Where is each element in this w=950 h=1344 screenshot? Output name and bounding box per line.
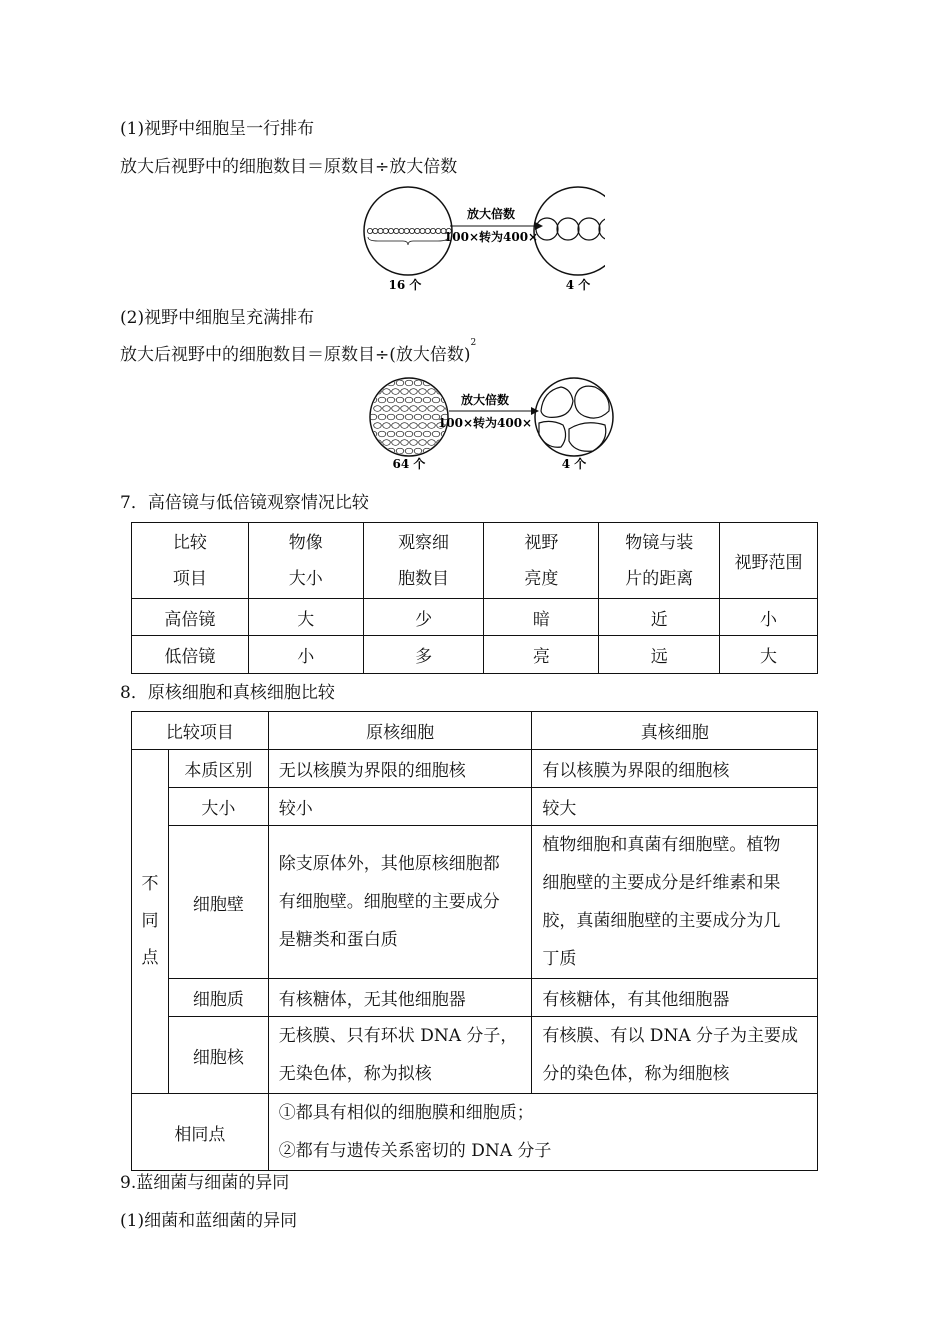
header-compare-item: 比较 项目 bbox=[132, 523, 249, 599]
section9-sub: (1)细菌和蓝细菌的异同 bbox=[120, 1211, 298, 1231]
small-cell bbox=[396, 397, 404, 403]
cell: 小 bbox=[720, 599, 818, 636]
small-cell bbox=[410, 423, 418, 429]
prokaryote-cell: 较小 bbox=[268, 788, 532, 826]
small-cell bbox=[446, 440, 454, 446]
small-cell bbox=[401, 440, 409, 446]
header-image-size: 物像 大小 bbox=[248, 523, 363, 599]
row-label: 本质区别 bbox=[168, 750, 268, 788]
table-row bbox=[132, 636, 818, 674]
small-cell bbox=[436, 228, 441, 233]
right-count: 4 个 bbox=[565, 278, 591, 292]
small-cell bbox=[399, 228, 404, 233]
small-cell bbox=[419, 423, 427, 429]
small-cell bbox=[369, 448, 377, 454]
small-cell bbox=[392, 389, 400, 395]
left-count: 16 个 bbox=[388, 278, 422, 292]
small-cell bbox=[378, 380, 386, 386]
small-cell bbox=[441, 448, 449, 454]
diff-label: 不 同 点 bbox=[132, 750, 169, 1094]
cell: 多 bbox=[363, 636, 484, 674]
cell-row bbox=[367, 228, 451, 233]
small-cell bbox=[396, 414, 404, 420]
brace bbox=[368, 237, 448, 245]
cell-type-compare-table bbox=[131, 711, 818, 1171]
small-cell bbox=[396, 448, 404, 454]
small-cell bbox=[396, 380, 404, 386]
small-cell bbox=[410, 406, 418, 412]
small-cell bbox=[401, 423, 409, 429]
section2-formula bbox=[120, 340, 476, 365]
row-label: 细胞质 bbox=[168, 979, 268, 1017]
header-brightness: 视野 亮度 bbox=[484, 523, 599, 599]
small-cell bbox=[378, 431, 386, 437]
big-cell bbox=[557, 218, 579, 240]
cell: 暗 bbox=[484, 599, 599, 636]
small-cell bbox=[425, 228, 430, 233]
cell: 远 bbox=[599, 636, 720, 674]
small-cell bbox=[394, 228, 399, 233]
small-cell bbox=[437, 406, 445, 412]
eukaryote-cell: 植物细胞和真菌有细胞壁。植物 细胞壁的主要成分是纤维素和果 胶，真菌细胞壁的主要成分为几 丁质 bbox=[532, 826, 818, 979]
small-cell bbox=[405, 448, 413, 454]
eukaryote-cell: 有核糖体，有其他细胞器 bbox=[532, 979, 818, 1017]
header-field-range: 视野范围 bbox=[720, 523, 818, 599]
small-cell bbox=[423, 397, 431, 403]
small-cell bbox=[409, 228, 414, 233]
table-row bbox=[132, 1094, 818, 1171]
low-power-field-full bbox=[370, 378, 448, 456]
row-label: 细胞壁 bbox=[168, 826, 268, 979]
small-cell bbox=[367, 228, 372, 233]
cell: 少 bbox=[363, 599, 484, 636]
small-cell bbox=[387, 414, 395, 420]
small-cell bbox=[378, 448, 386, 454]
small-cell bbox=[383, 228, 388, 233]
small-cell bbox=[428, 423, 436, 429]
small-cell bbox=[383, 440, 391, 446]
section7-title: 7．高倍镜与低倍镜观察情况比较 bbox=[120, 493, 369, 513]
small-cell bbox=[419, 440, 427, 446]
arrow-top-label: 放大倍数 bbox=[466, 207, 516, 221]
arrow-bottom-label: 100×转为400× bbox=[443, 230, 539, 244]
small-cell bbox=[392, 406, 400, 412]
small-cell bbox=[387, 397, 395, 403]
section2-formula-text: 放大后视野中的细胞数目＝原数目÷(放大倍数) bbox=[120, 345, 471, 365]
section2-heading: (2)视野中细胞呈充满排布 bbox=[120, 308, 315, 328]
low-power-field-row bbox=[364, 187, 452, 275]
small-cell bbox=[419, 406, 427, 412]
small-cell bbox=[405, 397, 413, 403]
small-cell bbox=[432, 431, 440, 437]
small-cell bbox=[414, 380, 422, 386]
figure-full-field bbox=[365, 375, 615, 475]
arrow-bottom-label: 100×转为400× bbox=[437, 416, 533, 430]
table-row bbox=[132, 979, 818, 1017]
big-cell bbox=[578, 218, 600, 240]
small-cell bbox=[405, 414, 413, 420]
cell: 亮 bbox=[484, 636, 599, 674]
small-cell bbox=[414, 414, 422, 420]
small-cell bbox=[401, 389, 409, 395]
big-cell bbox=[541, 387, 573, 417]
small-cell bbox=[410, 440, 418, 446]
small-cell bbox=[374, 406, 382, 412]
same-points: ①都具有相似的细胞膜和细胞质； ②都有与遗传关系密切的 DNA 分子 bbox=[268, 1094, 817, 1171]
cell: 小 bbox=[248, 636, 363, 674]
small-cell bbox=[378, 414, 386, 420]
same-label: 相同点 bbox=[132, 1094, 269, 1171]
table-row bbox=[132, 1017, 818, 1094]
row-label: 低倍镜 bbox=[132, 636, 249, 674]
header-cell-count: 观察细 胞数目 bbox=[363, 523, 484, 599]
superscript: 2 bbox=[470, 338, 477, 348]
arrow-top-label: 放大倍数 bbox=[460, 393, 510, 407]
table-row bbox=[132, 826, 818, 979]
small-cell bbox=[414, 448, 422, 454]
small-cell bbox=[369, 380, 377, 386]
small-cell bbox=[414, 431, 422, 437]
table-row bbox=[132, 788, 818, 826]
small-cell bbox=[405, 380, 413, 386]
small-cell bbox=[405, 431, 413, 437]
big-cell bbox=[536, 218, 558, 240]
row-label: 大小 bbox=[168, 788, 268, 826]
small-cell bbox=[373, 228, 378, 233]
section8-title: 8．原核细胞和真核细胞比较 bbox=[120, 683, 335, 703]
section1-heading: (1)视野中细胞呈一行排布 bbox=[120, 119, 315, 139]
eukaryote-cell: 较大 bbox=[532, 788, 818, 826]
small-cell bbox=[410, 389, 418, 395]
right-count: 4 个 bbox=[561, 457, 587, 471]
small-cell bbox=[388, 228, 393, 233]
header-distance: 物镜与装 片的距离 bbox=[599, 523, 720, 599]
small-cell bbox=[392, 423, 400, 429]
prokaryote-cell: 无核膜、只有环状 DNA 分子， 无染色体，称为拟核 bbox=[268, 1017, 532, 1094]
small-cell bbox=[387, 431, 395, 437]
small-cell bbox=[378, 397, 386, 403]
section1-formula: 放大后视野中的细胞数目＝原数目÷放大倍数 bbox=[120, 157, 458, 177]
small-cell bbox=[432, 397, 440, 403]
row-label: 细胞核 bbox=[168, 1017, 268, 1094]
header-prokaryote: 原核细胞 bbox=[268, 712, 532, 750]
section9-title: 9.蓝细菌与细菌的异同 bbox=[120, 1173, 290, 1193]
big-cell bbox=[575, 386, 609, 418]
small-cell bbox=[392, 440, 400, 446]
small-cell bbox=[420, 228, 425, 233]
high-power-field-row bbox=[534, 187, 605, 275]
row-label: 高倍镜 bbox=[132, 599, 249, 636]
table-row bbox=[132, 599, 818, 636]
eukaryote-cell: 有核膜、有以 DNA 分子为主要成 分的染色体，称为细胞核 bbox=[532, 1017, 818, 1094]
small-cell bbox=[432, 380, 440, 386]
small-cell bbox=[432, 448, 440, 454]
header-compare-item: 比较项目 bbox=[132, 712, 269, 750]
figure-one-row bbox=[355, 185, 605, 295]
small-cell bbox=[383, 389, 391, 395]
small-cell bbox=[415, 228, 420, 233]
small-cell bbox=[414, 397, 422, 403]
small-cell bbox=[383, 423, 391, 429]
small-cell bbox=[404, 228, 409, 233]
big-cell bbox=[539, 421, 566, 447]
small-cell bbox=[374, 423, 382, 429]
small-cell bbox=[383, 406, 391, 412]
header-eukaryote: 真核细胞 bbox=[532, 712, 818, 750]
small-cell bbox=[396, 431, 404, 437]
microscope-compare-table bbox=[131, 522, 818, 674]
small-cell bbox=[430, 228, 435, 233]
prokaryote-cell: 除支原体外，其他原核细胞都 有细胞壁。细胞壁的主要成分 是糖类和蛋白质 bbox=[268, 826, 532, 979]
cell: 大 bbox=[720, 636, 818, 674]
small-cell bbox=[441, 380, 449, 386]
small-cell bbox=[423, 431, 431, 437]
small-cell bbox=[423, 414, 431, 420]
small-cell bbox=[428, 389, 436, 395]
cell: 大 bbox=[248, 599, 363, 636]
prokaryote-cell: 无以核膜为界限的细胞核 bbox=[268, 750, 532, 788]
small-cell bbox=[446, 389, 454, 395]
small-cell bbox=[378, 228, 383, 233]
small-cell bbox=[401, 406, 409, 412]
small-cell bbox=[428, 406, 436, 412]
big-cell bbox=[569, 423, 606, 452]
cell: 近 bbox=[599, 599, 720, 636]
prokaryote-cell: 有核糖体，无其他细胞器 bbox=[268, 979, 532, 1017]
left-count: 64 个 bbox=[392, 457, 426, 471]
eukaryote-cell: 有以核膜为界限的细胞核 bbox=[532, 750, 818, 788]
table-row bbox=[132, 750, 818, 788]
small-cell bbox=[419, 389, 427, 395]
small-cell bbox=[428, 440, 436, 446]
